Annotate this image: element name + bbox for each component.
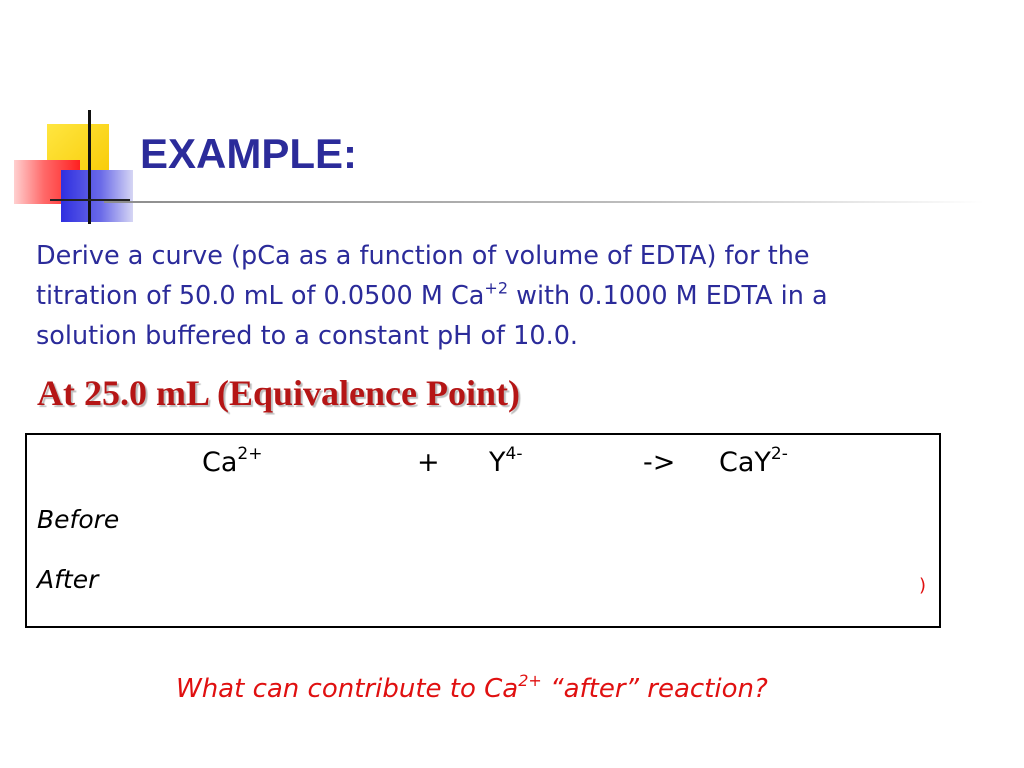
problem-line-1: Derive a curve (pCa as a function of volume of EDTA) for the	[36, 241, 810, 271]
problem-statement	[36, 236, 996, 356]
question-start: What can contribute to Ca	[176, 674, 519, 704]
row-label-after: After	[37, 565, 99, 594]
question-end: “after” reaction?	[541, 674, 768, 704]
problem-line-2-end: with 0.1000 M EDTA in a	[508, 281, 828, 311]
reactant-edta	[489, 444, 523, 478]
reactant-edta-charge: 4-	[505, 444, 523, 465]
equivalence-point-heading: At 25.0 mL (Equivalence Point)	[37, 373, 520, 413]
decorative-vertical-line	[88, 110, 91, 224]
reactant-calcium-charge: 2+	[237, 444, 263, 465]
reactant-edta-symbol: Y	[489, 447, 506, 478]
calcium-charge: +2	[484, 278, 509, 298]
reactant-calcium	[202, 444, 263, 478]
plus-sign: +	[417, 447, 440, 478]
decorative-blue-square	[61, 170, 133, 222]
row-label-before: Before	[37, 505, 120, 534]
reactant-calcium-symbol: Ca	[202, 447, 238, 478]
title-underline-rule	[104, 201, 984, 203]
problem-line-2	[36, 276, 996, 316]
stray-mark: )	[919, 575, 927, 596]
product-complex-charge: 2-	[770, 444, 788, 465]
reaction-table	[25, 433, 941, 628]
product-complex-symbol: CaY	[719, 447, 771, 478]
question-charge: 2+	[518, 670, 542, 690]
problem-line-3: solution buffered to a constant pH of 10.0.	[36, 321, 579, 351]
slide-title: EXAMPLE:	[140, 130, 358, 177]
problem-line-2-start: titration of 50.0 mL of 0.0500 M Ca	[36, 281, 485, 311]
follow-up-question	[176, 670, 768, 704]
product-complex	[719, 444, 788, 478]
reaction-arrow: ->	[643, 447, 676, 478]
